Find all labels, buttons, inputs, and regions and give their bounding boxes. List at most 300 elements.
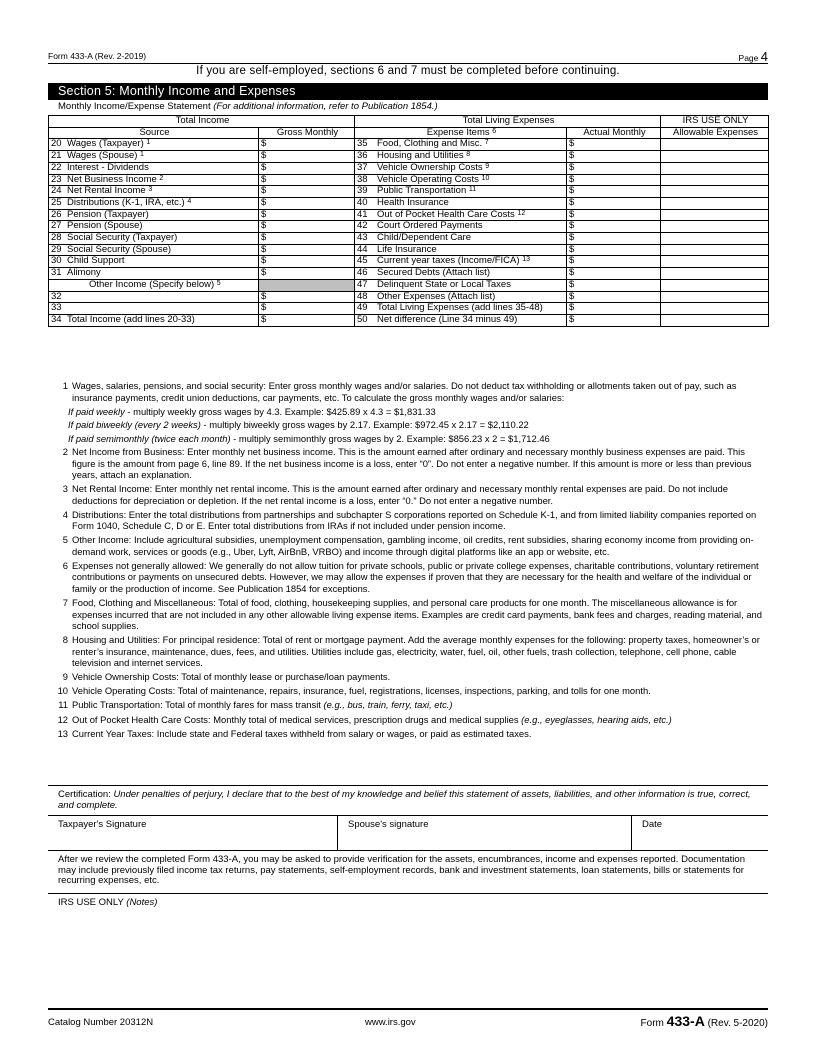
footnote-body: Housing and Utilities: For principal residence: Total of rent or mortgage payment. Add the average monthly expenses for the following: property taxes, homeowner’s or renter’s insurance, maintenance, dues, fees, and utilities. Utilities include gas, electricity, water, fuel, oil, other fuels, trash collection, telephone, cell phone, cable television and internet services. [72, 634, 760, 669]
col-gross-monthly: Gross Monthly [259, 127, 355, 139]
footnote-body: Food, Clothing and Miscellaneous: Total of food, clothing, housekeeping supplies, and personal care products for one month. The miscellaneous allowance is for expenses incurred that are not included in any other allowable living expense items. Examples are credit card payments, bank fees and charges, reading material, and school supplies. [72, 597, 762, 632]
table-row [49, 279, 769, 291]
expense-label: Health Insurance [377, 197, 449, 208]
irs-website: www.irs.gov [365, 1017, 416, 1028]
footnote-number: 9 [62, 671, 68, 683]
allowable-cell [661, 151, 769, 163]
source-cell[interactable] [49, 221, 259, 233]
expense-cell [355, 233, 567, 245]
source-cell[interactable] [49, 291, 259, 303]
group-total-income: Total Income [49, 116, 355, 128]
expense-cell [355, 209, 567, 221]
expense-line-number: 38 [357, 174, 368, 185]
subtitle-text: Monthly Income/Expense Statement [58, 101, 214, 112]
spouse-signature-field[interactable] [338, 816, 632, 850]
source-label: Net Rental Income [67, 185, 146, 197]
expense-line-number: 36 [357, 150, 368, 162]
table-row [49, 209, 769, 221]
footnote-item [48, 433, 768, 445]
footnote-body: Vehicle Operating Costs: Total of maintenance, repairs, insurance, fuel, registrations, licenses, inspections, parking, and tolls for one month. [72, 685, 651, 697]
gross-dollar: $ [261, 232, 267, 244]
footnote-body: Other Income: Include agricultural subsidies, unemployment compensation, gambling income, oil credits, rent subsidies, sharing economy income from providing on-demand work, services or goods (e.g., Uber, Lyft, AirBnB, VRBO) and income through digital platforms like an app or website, etc. [72, 534, 754, 557]
expense-line-number: 35 [357, 138, 368, 150]
line-number: 28 [51, 232, 62, 244]
expense-cell [355, 244, 567, 256]
expense-line-number: 40 [357, 197, 368, 208]
expense-label: Current year taxes (Income/FICA) [377, 255, 520, 267]
page-num: 4 [760, 49, 768, 64]
footnote-italic: If paid semimonthly (twice each month) [68, 432, 231, 444]
irs-rule [48, 893, 768, 894]
source-label: Wages (Spouse) [67, 150, 138, 162]
expense-cell [355, 197, 567, 209]
expense-line-number: 39 [357, 185, 368, 197]
expense-footnote: 7 [484, 139, 489, 147]
gross-monthly-cell[interactable] [259, 139, 355, 151]
expense-line-number: 41 [357, 209, 368, 220]
table-row [49, 256, 769, 268]
source-label: Child Support [67, 255, 125, 267]
footnote-italic: (e.g., bus, train, ferry, taxi, etc.) [323, 699, 453, 711]
footnote-number: 3 [62, 483, 68, 495]
taxpayer-signature-field[interactable] [48, 816, 338, 850]
footnote-body: Current Year Taxes: Include state and Federal taxes withheld from salary or wages, or paid as estimated taxes. [72, 727, 532, 739]
actual-dollar: $ [569, 279, 575, 290]
footnote-italic: If paid weekly [68, 405, 125, 417]
source-label: Distributions (K-1, IRA, etc.) [67, 197, 185, 208]
expense-label: Net difference (Line 34 minus 49) [377, 314, 518, 325]
footnote-text [72, 671, 768, 683]
source-cell[interactable] [49, 279, 259, 291]
actual-monthly-cell[interactable] [567, 186, 661, 198]
expense-line-number: 45 [357, 255, 368, 267]
expense-line-number: 48 [357, 291, 368, 302]
gross-dollar: $ [261, 150, 267, 162]
table-row [49, 244, 769, 256]
allowable-cell [661, 303, 769, 315]
expense-label: Child/Dependent Care [377, 232, 472, 244]
self-employed-notice: If you are self-employed, sections 6 and 7 must be completed before continuing. [196, 65, 620, 77]
table-row [49, 233, 769, 245]
expense-label: Housing and Utilities [377, 150, 464, 162]
source-cell[interactable] [49, 314, 259, 326]
gross-monthly-cell[interactable] [259, 256, 355, 268]
header-rule [48, 63, 768, 64]
footnote-body: Public Transportation: Total of monthly fares for mass transit [72, 699, 324, 711]
expense-footnote: 10 [481, 174, 490, 182]
expense-footnote: 8 [466, 151, 471, 159]
signature-row [48, 815, 768, 851]
expense-label: Vehicle Ownership Costs [377, 162, 483, 173]
actual-monthly-cell[interactable] [567, 314, 661, 326]
gross-monthly-cell[interactable] [259, 221, 355, 233]
footnote-text [72, 534, 768, 557]
expense-cell [355, 291, 567, 303]
gross-monthly-cell[interactable] [259, 291, 355, 303]
gross-dollar: $ [261, 162, 267, 173]
actual-monthly-cell[interactable] [567, 244, 661, 256]
footnote-text [72, 699, 768, 711]
footnote-number: 11 [58, 699, 68, 711]
expense-label: Other Expenses (Attach list) [377, 291, 496, 302]
actual-monthly-cell[interactable] [567, 279, 661, 291]
actual-monthly-cell[interactable] [567, 151, 661, 163]
allowable-cell [661, 256, 769, 268]
actual-dollar: $ [569, 174, 575, 185]
expense-line-number: 37 [357, 162, 368, 173]
footnote-text [72, 509, 768, 532]
date-label: Date [642, 819, 663, 830]
footnote-item [48, 446, 768, 481]
footnote-text [68, 419, 768, 431]
actual-monthly-cell[interactable] [567, 197, 661, 209]
footer-rev: (Rev. 5-2020) [707, 1018, 768, 1029]
page-number [739, 49, 768, 64]
footnote-italic: (e.g., eyeglasses, hearing aids, etc.) [521, 713, 672, 725]
line-number: 31 [51, 267, 62, 279]
table-row [49, 314, 769, 326]
footnote-item [48, 406, 768, 418]
source-cell[interactable] [49, 162, 259, 174]
expense-label: Delinquent State or Local Taxes [377, 279, 511, 290]
source-footnote: 4 [187, 197, 192, 205]
line-number: 27 [51, 220, 62, 232]
source-cell[interactable] [49, 151, 259, 163]
col-expense-items [355, 127, 567, 139]
expense-cell [355, 221, 567, 233]
expense-line-number: 46 [357, 267, 368, 279]
actual-dollar: $ [569, 232, 575, 244]
footnote-number: 6 [62, 559, 68, 571]
gross-dollar: $ [261, 314, 267, 325]
expense-label: Out of Pocket Health Care Costs [377, 209, 515, 220]
gross-monthly-cell[interactable] [259, 314, 355, 326]
expense-line-number: 47 [357, 279, 368, 290]
allowable-cell [661, 221, 769, 233]
actual-dollar: $ [569, 244, 575, 255]
footnote-body: Vehicle Ownership Costs: Total of monthly lease or purchase/loan payments. [72, 671, 391, 683]
gross-monthly-cell[interactable] [259, 244, 355, 256]
source-cell[interactable] [49, 256, 259, 268]
gross-dollar: $ [261, 255, 267, 267]
expense-label: Public Transportation [377, 185, 467, 197]
footer-form-id [641, 1013, 768, 1029]
actual-dollar: $ [569, 302, 575, 314]
expense-footnote: 12 [517, 209, 526, 217]
col-expense-sup: 6 [492, 127, 497, 135]
gross-dollar: $ [261, 220, 267, 232]
table-row [49, 291, 769, 303]
actual-dollar: $ [569, 150, 575, 162]
col-source: Source [49, 127, 259, 139]
actual-monthly-cell[interactable] [567, 139, 661, 151]
source-footnote: 1 [140, 151, 144, 159]
cert-text: Under penalties of perjury, I declare that to the best of my knowledge and belief this statement of assets, liabilities, and other information is true, correct, and complete. [58, 789, 751, 811]
table-row [49, 151, 769, 163]
expense-line-number: 50 [357, 314, 368, 325]
footnote-number: 1 [62, 380, 68, 391]
gross-monthly-cell[interactable] [259, 186, 355, 198]
gross-dollar: $ [261, 185, 267, 197]
gross-dollar: $ [261, 267, 267, 279]
footnote-item [48, 685, 768, 697]
source-label: Social Security (Spouse) [67, 244, 172, 255]
source-label: Social Security (Taxpayer) [67, 232, 178, 244]
line-number: 33 [51, 302, 62, 314]
gross-monthly-cell[interactable] [259, 151, 355, 163]
source-label: Pension (Taxpayer) [67, 209, 149, 220]
expense-line-number: 42 [357, 220, 368, 232]
spouse-signature-label: Spouse's signature [348, 819, 429, 830]
table-row [49, 221, 769, 233]
source-footnote: 1 [146, 139, 151, 147]
table-row [49, 162, 769, 174]
section-subtitle [58, 101, 438, 112]
source-cell[interactable] [49, 233, 259, 245]
source-label: Net Business Income [67, 174, 157, 185]
line-number: 21 [51, 150, 62, 162]
footnote-body: - multiply weekly gross wages by 4.3. Example: $425.89 x 4.3 = $1,831.33 [124, 405, 436, 417]
footnote-number: 5 [62, 534, 68, 546]
allowable-cell [661, 233, 769, 245]
gross-monthly-cell[interactable] [259, 279, 355, 291]
expense-cell [355, 162, 567, 174]
footnote-item [48, 483, 768, 506]
source-cell[interactable] [49, 186, 259, 198]
footnote-text [72, 728, 768, 740]
irs-use-only-notes [58, 897, 157, 908]
footnote-number: 10 [57, 685, 68, 697]
footnote-body: - multiply semimonthly gross wages by 2. Example: $856.23 x 2 = $1,712.46 [230, 432, 550, 444]
allowable-cell [661, 268, 769, 280]
source-label: Pension (Spouse) [67, 220, 143, 232]
actual-dollar: $ [569, 185, 575, 197]
actual-dollar: $ [569, 197, 575, 208]
footnote-item [48, 380, 768, 403]
table-row [49, 268, 769, 280]
footnote-item [48, 671, 768, 683]
footnote-body: Out of Pocket Health Care Costs: Monthly total of medical services, prescription drugs and medical supplies [72, 713, 522, 725]
gross-monthly-cell[interactable] [259, 233, 355, 245]
gross-dollar: $ [261, 138, 267, 150]
footnote-text [72, 483, 768, 506]
expense-cell [355, 279, 567, 291]
line-number: 20 [51, 138, 62, 150]
gross-monthly-cell[interactable] [259, 162, 355, 174]
expense-label: Vehicle Operating Costs [377, 174, 479, 185]
footnote-text [72, 714, 768, 726]
source-footnote: 5 [216, 279, 221, 287]
col-allowable-expenses: Allowable Expenses [661, 127, 769, 139]
expense-cell [355, 174, 567, 186]
page-label: Page [738, 53, 759, 63]
footnote-number: 12 [57, 713, 68, 725]
footnote-item [48, 714, 768, 726]
expense-label: Life Insurance [377, 244, 437, 255]
source-footnote: 3 [148, 186, 153, 194]
expense-line-number: 43 [357, 232, 368, 244]
actual-monthly-cell[interactable] [567, 268, 661, 280]
footnote-text [72, 446, 768, 481]
footnote-italic: If paid biweekly (every 2 weeks) [68, 419, 201, 431]
footer-form-word: Form [640, 1018, 664, 1029]
footnote-item [48, 634, 768, 669]
expense-line-number: 44 [357, 244, 368, 255]
irs-use-label: IRS USE ONLY [58, 897, 127, 908]
footnote-text [72, 685, 768, 697]
col-expense-label: Expense Items [426, 127, 490, 138]
actual-monthly-cell[interactable] [567, 303, 661, 315]
source-cell[interactable] [49, 209, 259, 221]
footnote-item [48, 597, 768, 632]
catalog-number: Catalog Number 20312N [48, 1017, 154, 1028]
footnote-number: 13 [57, 727, 68, 739]
verification-text: After we review the completed Form 433-A, you may be asked to provide verification for the assets, encumbrances, income and expenses reported. Documentation may include previously filed income tax returns, pay statements, self-employment records, bank and investment statements, loan statements, bills or statements for recurring expenses, etc. [58, 854, 745, 886]
group-irs-use: IRS USE ONLY [661, 116, 769, 128]
line-number: 23 [51, 174, 62, 185]
actual-dollar: $ [569, 138, 575, 150]
line-number: 22 [51, 162, 62, 173]
gross-dollar: $ [261, 244, 267, 255]
subtitle-italic: (For additional information, refer to Publication 1854.) [213, 101, 438, 112]
line-number: 34 [51, 314, 62, 325]
gross-monthly-cell[interactable] [259, 268, 355, 280]
source-label: Other Income (Specify below) [89, 279, 215, 290]
group-total-living: Total Living Expenses [355, 116, 661, 128]
source-label: Wages (Taxpayer) [67, 138, 144, 150]
form-revision: Form 433-A (Rev. 2-2019) [48, 51, 147, 61]
expense-label: Total Living Expenses (add lines 35-48) [377, 302, 543, 314]
footnote-number: 2 [62, 446, 68, 458]
source-cell[interactable] [49, 303, 259, 315]
actual-monthly-cell[interactable] [567, 256, 661, 268]
allowable-cell [661, 209, 769, 221]
footnote-item [48, 699, 768, 711]
footnote-body: Distributions: Enter the total distributions from partnerships and subchapter S corporations reported on Schedule K-1, and from limited liability companies reported on Form 1040, Schedule C, D or E. Enter total distributions from IRAs if not included under pension income. [72, 508, 757, 532]
expense-cell [355, 256, 567, 268]
expense-footnote: 11 [468, 186, 477, 194]
actual-monthly-cell[interactable] [567, 291, 661, 303]
line-number: 26 [51, 209, 62, 220]
line-number: 24 [51, 185, 62, 197]
allowable-cell [661, 139, 769, 151]
allowable-cell [661, 162, 769, 174]
expense-footnote: 9 [485, 162, 490, 170]
footnote-body: Expenses not generally allowed: We generally do not allow tuition for private schools, public or private college expenses, charitable contributions, voluntary retirement contributions or payments on unsecured debts. However, we may allow the expenses if proven that they are necessary for the health and welfare of the individual or family or the production of income. See Publication 1854 for exceptions. [72, 559, 759, 594]
table-row [49, 197, 769, 209]
footnote-body: Net Income from Business: Enter monthly net business income. This is the amount earned after ordinary and necessary monthly business expenses are paid. This figure is the amount from page 6, line 89. If the net business income is a loss, enter “0”. Do not enter a negative number. If this amount is more or less than previous years, attach an explanation. [72, 446, 752, 481]
footnote-item [48, 560, 768, 595]
expense-line-number: 49 [357, 302, 368, 314]
footnote-number: 4 [62, 508, 68, 520]
allowable-cell [661, 279, 769, 291]
certification [58, 790, 758, 811]
actual-dollar: $ [569, 162, 575, 173]
footnote-body: Net Rental Income: Enter monthly net rental income. This is the amount earned after ordinary and necessary monthly rental expenses are paid. Do not include deductions for depreciation or depletion. If the net rental income is a loss, enter “0.” Do not enter a negative number. [72, 483, 728, 506]
income-expense-table [48, 115, 769, 327]
allowable-cell [661, 291, 769, 303]
actual-monthly-cell[interactable] [567, 162, 661, 174]
actual-monthly-cell[interactable] [567, 209, 661, 221]
date-field[interactable] [632, 816, 768, 850]
footnote-text [68, 433, 768, 445]
actual-monthly-cell[interactable] [567, 233, 661, 245]
footnote-text [72, 380, 768, 403]
line-number: 25 [51, 197, 62, 208]
actual-dollar: $ [569, 255, 575, 267]
expense-cell [355, 139, 567, 151]
expense-cell [355, 268, 567, 280]
footnotes [48, 380, 768, 742]
source-cell[interactable] [49, 197, 259, 209]
gross-monthly-cell[interactable] [259, 174, 355, 186]
actual-dollar: $ [569, 220, 575, 232]
table-row [49, 186, 769, 198]
footer-rule [48, 1008, 768, 1010]
expense-label: Food, Clothing and Misc. [377, 138, 483, 150]
footnote-body: Wages, salaries, pensions, and social security: Enter gross monthly wages and/or salaries. Do not deduct tax withholding or allotments taken out of pay, such as insurance payments, credit union deductions, car payments, etc. To calculate the gross monthly wages and/or salaries: [72, 380, 737, 403]
expense-cell [355, 303, 567, 315]
col-actual-monthly: Actual Monthly [567, 127, 661, 139]
source-cell[interactable] [49, 139, 259, 151]
footnote-number: 8 [62, 634, 68, 646]
actual-dollar: $ [569, 267, 575, 279]
expense-label: Secured Debts (Attach list) [377, 267, 490, 279]
line-number: 29 [51, 244, 62, 255]
actual-dollar: $ [569, 291, 575, 302]
footnote-text [68, 406, 768, 418]
source-cell[interactable] [49, 244, 259, 256]
line-number: 30 [51, 255, 62, 267]
footnote-item [48, 509, 768, 532]
actual-monthly-cell[interactable] [567, 174, 661, 186]
source-cell[interactable] [49, 268, 259, 280]
actual-dollar: $ [569, 314, 575, 325]
table-row [49, 303, 769, 315]
allowable-cell [661, 186, 769, 198]
gross-dollar: $ [261, 174, 267, 185]
gross-monthly-cell[interactable] [259, 209, 355, 221]
gross-dollar: $ [261, 291, 267, 302]
source-label: Alimony [67, 267, 101, 279]
expense-cell [355, 314, 567, 326]
gross-monthly-cell[interactable] [259, 303, 355, 315]
actual-monthly-cell[interactable] [567, 221, 661, 233]
actual-dollar: $ [569, 209, 575, 220]
gross-dollar: $ [261, 302, 267, 314]
expense-cell [355, 151, 567, 163]
allowable-cell [661, 197, 769, 209]
footnote-number: 7 [62, 597, 68, 609]
gross-monthly-cell[interactable] [259, 197, 355, 209]
section-title: Section 5: Monthly Income and Expenses [48, 83, 768, 100]
irs-notes-label: (Notes) [126, 897, 158, 908]
expense-footnote: 13 [522, 256, 530, 264]
source-footnote: 2 [159, 174, 164, 182]
table-row [49, 174, 769, 186]
footnote-body: - multiply biweekly gross wages by 2.17. Example: $972.45 x 2.17 = $2,110.22 [200, 419, 529, 431]
allowable-cell [661, 314, 769, 326]
source-cell[interactable] [49, 174, 259, 186]
footnote-item [48, 534, 768, 557]
source-label: Interest - Dividends [67, 162, 149, 173]
footnote-item [48, 728, 768, 740]
gross-dollar: $ [261, 209, 267, 220]
taxpayer-signature-label: Taxpayer's Signature [58, 819, 147, 830]
source-label: Total Income (add lines 20-33) [67, 314, 195, 325]
footnote-text [72, 634, 768, 669]
table-row [49, 139, 769, 151]
